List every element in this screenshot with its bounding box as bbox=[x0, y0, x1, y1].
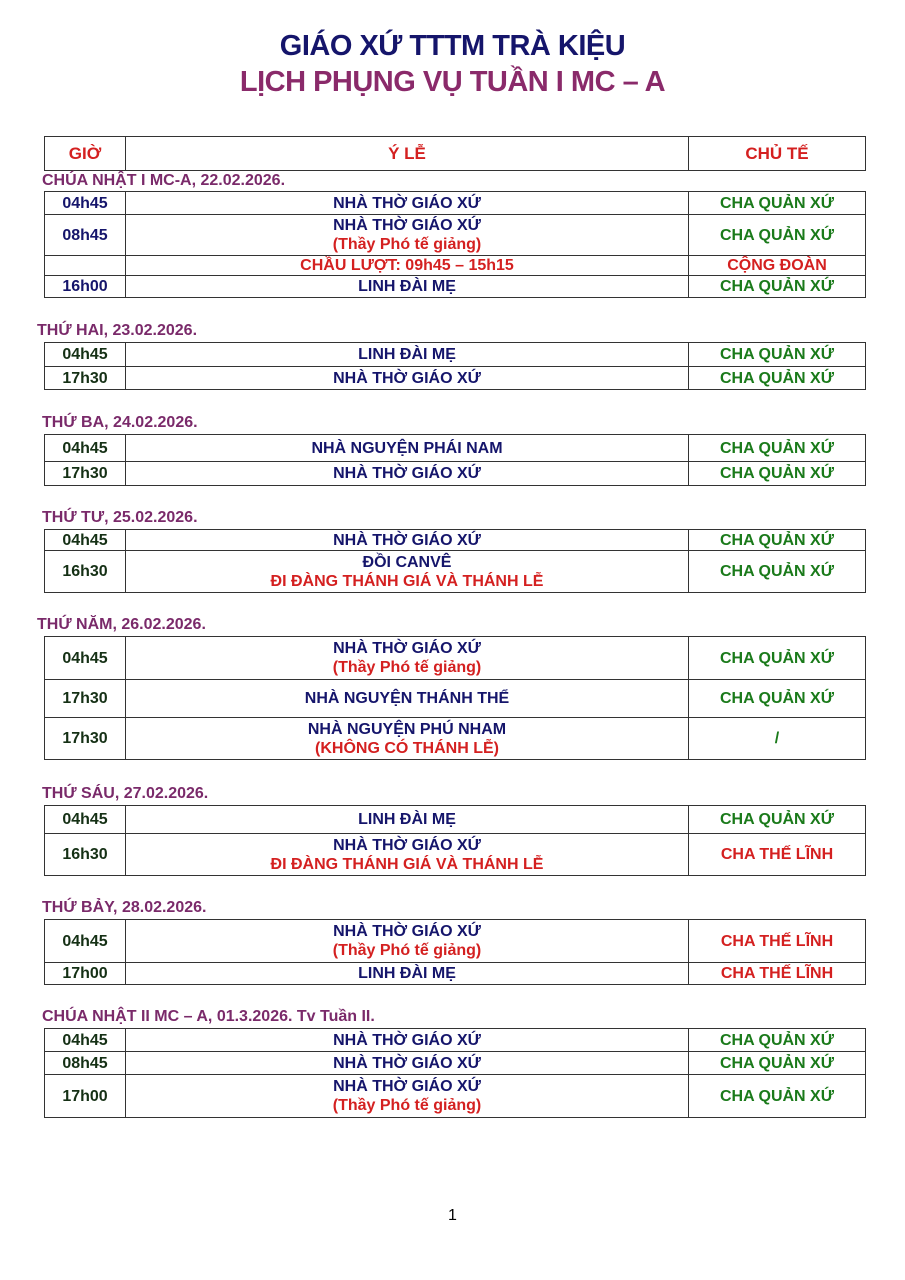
schedule-table bbox=[44, 636, 866, 760]
intention-line: NHÀ NGUYỆN THÁNH THỂ bbox=[304, 690, 510, 707]
time-cell: 17h30 bbox=[45, 718, 126, 760]
intention-cell bbox=[126, 1052, 689, 1075]
celebrant-cell: CHA THẾ LĨNH bbox=[689, 920, 866, 963]
celebrant-cell: CHA QUẢN XỨ bbox=[689, 215, 866, 256]
intention-cell bbox=[126, 215, 689, 256]
intention-line: NHÀ THỜ GIÁO XỨ bbox=[333, 1031, 481, 1049]
intention-cell bbox=[126, 680, 689, 718]
celebrant-cell: CHA QUẢN XỨ bbox=[689, 1075, 866, 1118]
time-cell: 17h30 bbox=[45, 462, 126, 486]
celebrant-cell: CHA QUẢN XỨ bbox=[689, 343, 866, 367]
table-row bbox=[45, 1075, 866, 1118]
time-cell: 04h45 bbox=[45, 1029, 126, 1052]
schedule-title: LỊCH PHỤNG VỤ TUẦN I MC – A bbox=[239, 66, 666, 98]
intention-line: NHÀ THỜ GIÁO XỨ bbox=[333, 1054, 481, 1072]
intention-cell bbox=[126, 530, 689, 551]
time-cell: 17h00 bbox=[45, 963, 126, 985]
celebrant-cell: CHA QUẢN XỨ bbox=[689, 806, 866, 834]
schedule-table bbox=[44, 529, 866, 593]
page-number: 1 bbox=[448, 1207, 457, 1224]
intention-line: NHÀ THỜ GIÁO XỨ bbox=[333, 194, 481, 212]
intention-cell bbox=[126, 256, 689, 276]
time-cell: 16h30 bbox=[45, 551, 126, 593]
time-cell bbox=[45, 256, 126, 276]
intention-line: NHÀ NGUYỆN PHÚ NHAM bbox=[307, 720, 507, 738]
celebrant-cell: CHA QUẢN XỨ bbox=[689, 276, 866, 298]
table-row bbox=[45, 551, 866, 593]
section-date-label: THỨ TƯ, 25.02.2026. bbox=[42, 509, 198, 526]
celebrant-cell: CHA QUẢN XỨ bbox=[689, 1052, 866, 1075]
intention-line: ĐI ĐÀNG THÁNH GIÁ VÀ THÁNH LỄ bbox=[270, 855, 544, 873]
intention-cell bbox=[126, 367, 689, 390]
table-row bbox=[45, 462, 866, 486]
time-cell: 08h45 bbox=[45, 1052, 126, 1075]
table-row bbox=[45, 637, 866, 680]
intention-cell bbox=[126, 834, 689, 876]
schedule-table bbox=[44, 191, 866, 298]
schedule-table bbox=[44, 342, 866, 390]
section-date-label: THỨ BA, 24.02.2026. bbox=[42, 414, 198, 431]
intention-line: NHÀ NGUYỆN PHÁI NAM bbox=[311, 439, 503, 457]
table-row bbox=[45, 530, 866, 551]
header-table bbox=[44, 136, 866, 171]
intention-line: (Thầy Phó tế giảng) bbox=[332, 1097, 482, 1114]
celebrant-cell: CHA QUẢN XỨ bbox=[689, 462, 866, 486]
schedule-table bbox=[44, 434, 866, 486]
time-cell: 17h30 bbox=[45, 680, 126, 718]
table-row bbox=[45, 1029, 866, 1052]
section-date-label: THỨ SÁU, 27.02.2026. bbox=[42, 785, 209, 802]
celebrant-cell: CHA QUẢN XỨ bbox=[689, 192, 866, 215]
time-cell: 04h45 bbox=[45, 806, 126, 834]
intention-line: NHÀ THỜ GIÁO XỨ bbox=[333, 369, 481, 387]
intention-line: CHẦU LƯỢT: 09h45 – 15h15 bbox=[300, 257, 514, 274]
schedule-table bbox=[44, 1028, 866, 1118]
intention-line: (KHÔNG CÓ THÁNH LỄ) bbox=[315, 739, 499, 757]
intention-line: LINH ĐÀI MẸ bbox=[358, 965, 456, 982]
time-cell: 04h45 bbox=[45, 192, 126, 215]
celebrant-cell: CHA THẾ LĨNH bbox=[689, 834, 866, 876]
table-row bbox=[45, 718, 866, 760]
table-row bbox=[45, 834, 866, 876]
table-row bbox=[45, 192, 866, 215]
celebrant-cell: / bbox=[689, 718, 866, 760]
celebrant-cell: CHA QUẢN XỨ bbox=[689, 680, 866, 718]
time-cell: 17h30 bbox=[45, 367, 126, 390]
celebrant-cell: CHA THẾ LĨNH bbox=[689, 963, 866, 985]
table-row bbox=[45, 920, 866, 963]
intention-line: (Thầy Phó tế giảng) bbox=[332, 659, 482, 676]
table-row bbox=[45, 806, 866, 834]
time-cell: 04h45 bbox=[45, 920, 126, 963]
table-row bbox=[45, 343, 866, 367]
header-celebrant: CHỦ TẾ bbox=[689, 137, 866, 171]
intention-cell bbox=[126, 343, 689, 367]
intention-line: NHÀ THỜ GIÁO XỨ bbox=[333, 923, 481, 940]
header-time: GIỜ bbox=[45, 137, 126, 171]
intention-cell bbox=[126, 718, 689, 760]
intention-cell bbox=[126, 551, 689, 593]
intention-line: NHÀ THỜ GIÁO XỨ bbox=[333, 531, 481, 549]
celebrant-cell: CHA QUẢN XỨ bbox=[689, 435, 866, 462]
intention-cell bbox=[126, 963, 689, 985]
schedule-table bbox=[44, 805, 866, 876]
table-row bbox=[45, 1052, 866, 1075]
header-row bbox=[45, 137, 866, 171]
schedule-table bbox=[44, 919, 866, 985]
intention-line: LINH ĐÀI MẸ bbox=[358, 811, 456, 828]
intention-line: NHÀ THỜ GIÁO XỨ bbox=[333, 836, 481, 854]
intention-line: (Thầy Phó tế giảng) bbox=[332, 236, 482, 253]
intention-cell bbox=[126, 806, 689, 834]
section-date-label: CHÚA NHẬT II MC – A, 01.3.2026. Tv Tuần II. bbox=[42, 1008, 375, 1025]
table-row bbox=[45, 963, 866, 985]
section-date-label: THỨ HAI, 23.02.2026. bbox=[37, 322, 198, 339]
intention-line: NHÀ THỜ GIÁO XỨ bbox=[333, 465, 481, 482]
celebrant-cell: CHA QUẢN XỨ bbox=[689, 1029, 866, 1052]
table-row bbox=[45, 435, 866, 462]
time-cell: 08h45 bbox=[45, 215, 126, 256]
time-cell: 04h45 bbox=[45, 435, 126, 462]
table-row bbox=[45, 276, 866, 298]
header-intention: Ý LỄ bbox=[126, 137, 689, 171]
intention-line: LINH ĐÀI MẸ bbox=[358, 278, 456, 295]
intention-cell bbox=[126, 192, 689, 215]
table-row bbox=[45, 680, 866, 718]
intention-line: NHÀ THỜ GIÁO XỨ bbox=[333, 217, 481, 234]
table-row bbox=[45, 367, 866, 390]
intention-cell bbox=[126, 637, 689, 680]
time-cell: 16h30 bbox=[45, 834, 126, 876]
intention-line: NHÀ THỜ GIÁO XỨ bbox=[333, 640, 481, 657]
intention-cell bbox=[126, 1029, 689, 1052]
parish-title: GIÁO XỨ TTTM TRÀ KIỆU bbox=[279, 30, 626, 62]
celebrant-cell: CHA QUẢN XỨ bbox=[689, 637, 866, 680]
section-date-label: THỨ NĂM, 26.02.2026. bbox=[37, 616, 206, 633]
table-row bbox=[45, 256, 866, 276]
section-date-label: THỨ BẢY, 28.02.2026. bbox=[42, 899, 207, 916]
intention-cell bbox=[126, 462, 689, 486]
celebrant-cell: CỘNG ĐOÀN bbox=[689, 256, 866, 276]
intention-line: NHÀ THỜ GIÁO XỨ bbox=[333, 1078, 481, 1095]
intention-cell bbox=[126, 1075, 689, 1118]
time-cell: 17h00 bbox=[45, 1075, 126, 1118]
intention-line: LINH ĐÀI MẸ bbox=[358, 346, 456, 363]
intention-cell bbox=[126, 435, 689, 462]
intention-line: ĐỒI CANVÊ bbox=[362, 553, 452, 571]
intention-cell bbox=[126, 276, 689, 298]
section-date-label: CHÚA NHẬT I MC-A, 22.02.2026. bbox=[42, 172, 286, 189]
time-cell: 04h45 bbox=[45, 637, 126, 680]
time-cell: 16h00 bbox=[45, 276, 126, 298]
celebrant-cell: CHA QUẢN XỨ bbox=[689, 530, 866, 551]
celebrant-cell: CHA QUẢN XỨ bbox=[689, 367, 866, 390]
celebrant-cell: CHA QUẢN XỨ bbox=[689, 551, 866, 593]
table-row bbox=[45, 215, 866, 256]
intention-line: (Thầy Phó tế giảng) bbox=[332, 942, 482, 959]
time-cell: 04h45 bbox=[45, 530, 126, 551]
intention-cell bbox=[126, 920, 689, 963]
intention-line: ĐI ĐÀNG THÁNH GIÁ VÀ THÁNH LỄ bbox=[270, 572, 544, 590]
time-cell: 04h45 bbox=[45, 343, 126, 367]
